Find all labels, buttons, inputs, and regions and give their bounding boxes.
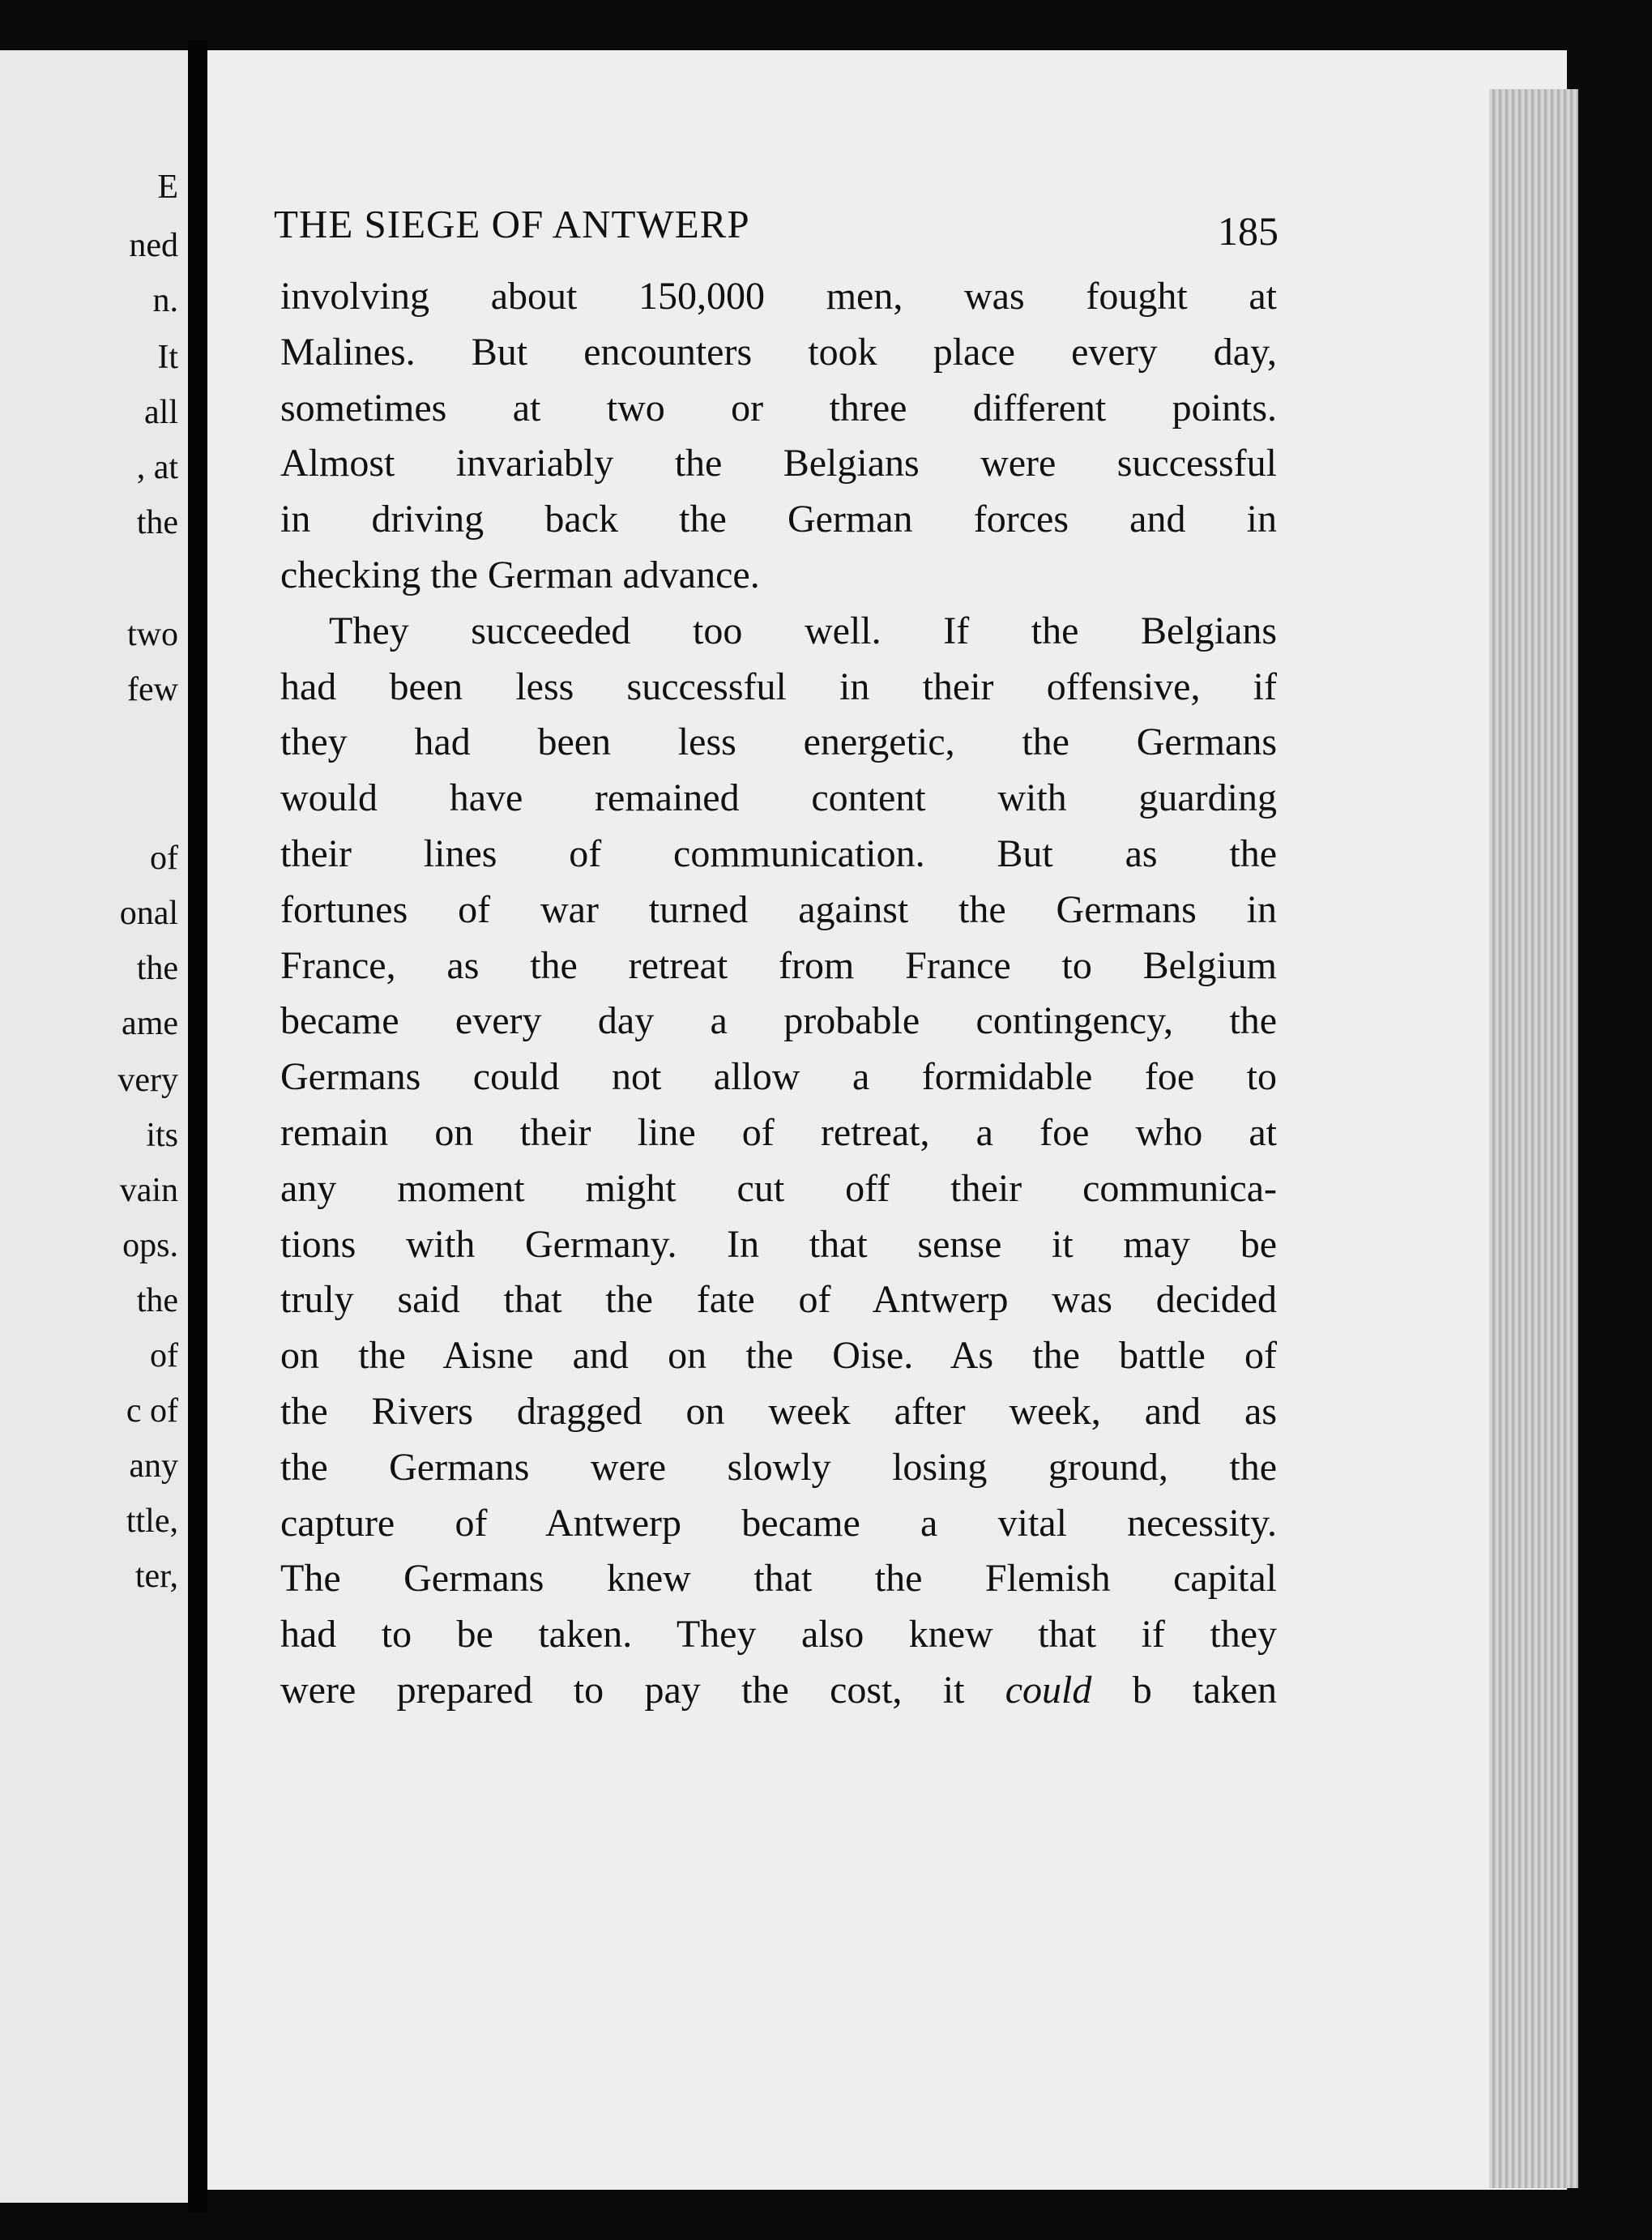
text-line: their lines of communication. But as the bbox=[280, 831, 1277, 875]
text-line: in driving back the German forces and in bbox=[280, 498, 1277, 541]
page-header bbox=[274, 201, 1278, 266]
page-number: 185 bbox=[1218, 208, 1278, 254]
text-line: sometimes at two or three different points. bbox=[280, 386, 1277, 430]
body-text bbox=[280, 269, 1277, 1719]
text-line: the Germans were slowly losing ground, the bbox=[280, 1445, 1277, 1489]
left-page-text: very bbox=[117, 1062, 178, 1099]
final-line-start: were prepared to pay the cost, it bbox=[280, 1668, 1005, 1712]
left-page-text: ter, bbox=[134, 1558, 178, 1595]
text-line-final bbox=[280, 1663, 1277, 1719]
text-line: on the Aisne and on the Oise. As the battle of bbox=[280, 1334, 1277, 1378]
italic-word: could bbox=[1005, 1668, 1092, 1712]
text-line: The Germans knew that the Flemish capital bbox=[280, 1557, 1277, 1601]
left-page-text: its bbox=[146, 1117, 178, 1154]
left-page-text: onal bbox=[119, 895, 178, 932]
left-page-text: of bbox=[150, 840, 178, 877]
left-page-text: two bbox=[127, 616, 178, 653]
left-page-text: It bbox=[157, 339, 178, 376]
left-page-text: vain bbox=[119, 1172, 178, 1209]
left-page-text: of bbox=[150, 1337, 178, 1374]
text-line: had to be taken. They also knew that if they bbox=[280, 1613, 1277, 1656]
left-page-text: few bbox=[127, 671, 178, 708]
left-page-text: ame bbox=[122, 1005, 178, 1042]
text-line: would have remained content with guarding bbox=[280, 776, 1277, 820]
left-page-text: ops. bbox=[122, 1227, 178, 1264]
left-page-text: ned bbox=[129, 227, 178, 264]
text-line: had been less successful in their offensive, if bbox=[280, 665, 1277, 708]
text-line: capture of Antwerp became a vital necessity. bbox=[280, 1501, 1277, 1545]
text-line: they had been less energetic, the Germans bbox=[280, 720, 1277, 764]
text-line: the Rivers dragged on week after week, and as bbox=[280, 1389, 1277, 1433]
text-line: France, as the retreat from France to Belgium bbox=[280, 943, 1277, 987]
text-line: remain on their line of retreat, a foe who at bbox=[280, 1110, 1277, 1154]
left-page-text: the bbox=[136, 1282, 178, 1319]
text-line: They succeeded too well. If the Belgians bbox=[329, 609, 1277, 652]
final-line-end: b taken bbox=[1091, 1668, 1277, 1712]
text-line: Malines. But encounters took place every day, bbox=[280, 330, 1277, 374]
text-line: fortunes of war turned against the Germans in bbox=[280, 887, 1277, 931]
left-page-fragment bbox=[0, 50, 188, 2203]
text-line: Almost invariably the Belgians were successful bbox=[280, 442, 1277, 485]
running-head: THE SIEGE OF ANTWERP bbox=[274, 202, 750, 246]
left-page-text: E bbox=[157, 169, 178, 206]
left-page-text: the bbox=[136, 504, 178, 541]
left-page-text: the bbox=[136, 950, 178, 987]
text-line: truly said that the fate of Antwerp was decided bbox=[280, 1278, 1277, 1322]
text-line: checking the German advance. bbox=[280, 553, 760, 596]
left-page-text: all bbox=[144, 394, 178, 431]
text-line: any moment might cut off their communica- bbox=[280, 1166, 1277, 1210]
left-page-text: c of bbox=[126, 1392, 178, 1430]
text-line: became every day a probable contingency, the bbox=[280, 999, 1277, 1043]
text-line: involving about 150,000 men, was fought at bbox=[280, 275, 1277, 318]
text-line: tions with Germany. In that sense it may be bbox=[280, 1222, 1277, 1266]
left-page-text: any bbox=[129, 1447, 178, 1485]
left-page-text: , at bbox=[136, 449, 178, 486]
left-page-text: n. bbox=[152, 282, 178, 319]
book-gutter bbox=[188, 41, 207, 2212]
page-edges bbox=[1489, 89, 1578, 2188]
left-page-text: ttle, bbox=[126, 1503, 178, 1540]
text-line: Germans could not allow a formidable foe to bbox=[280, 1055, 1277, 1099]
